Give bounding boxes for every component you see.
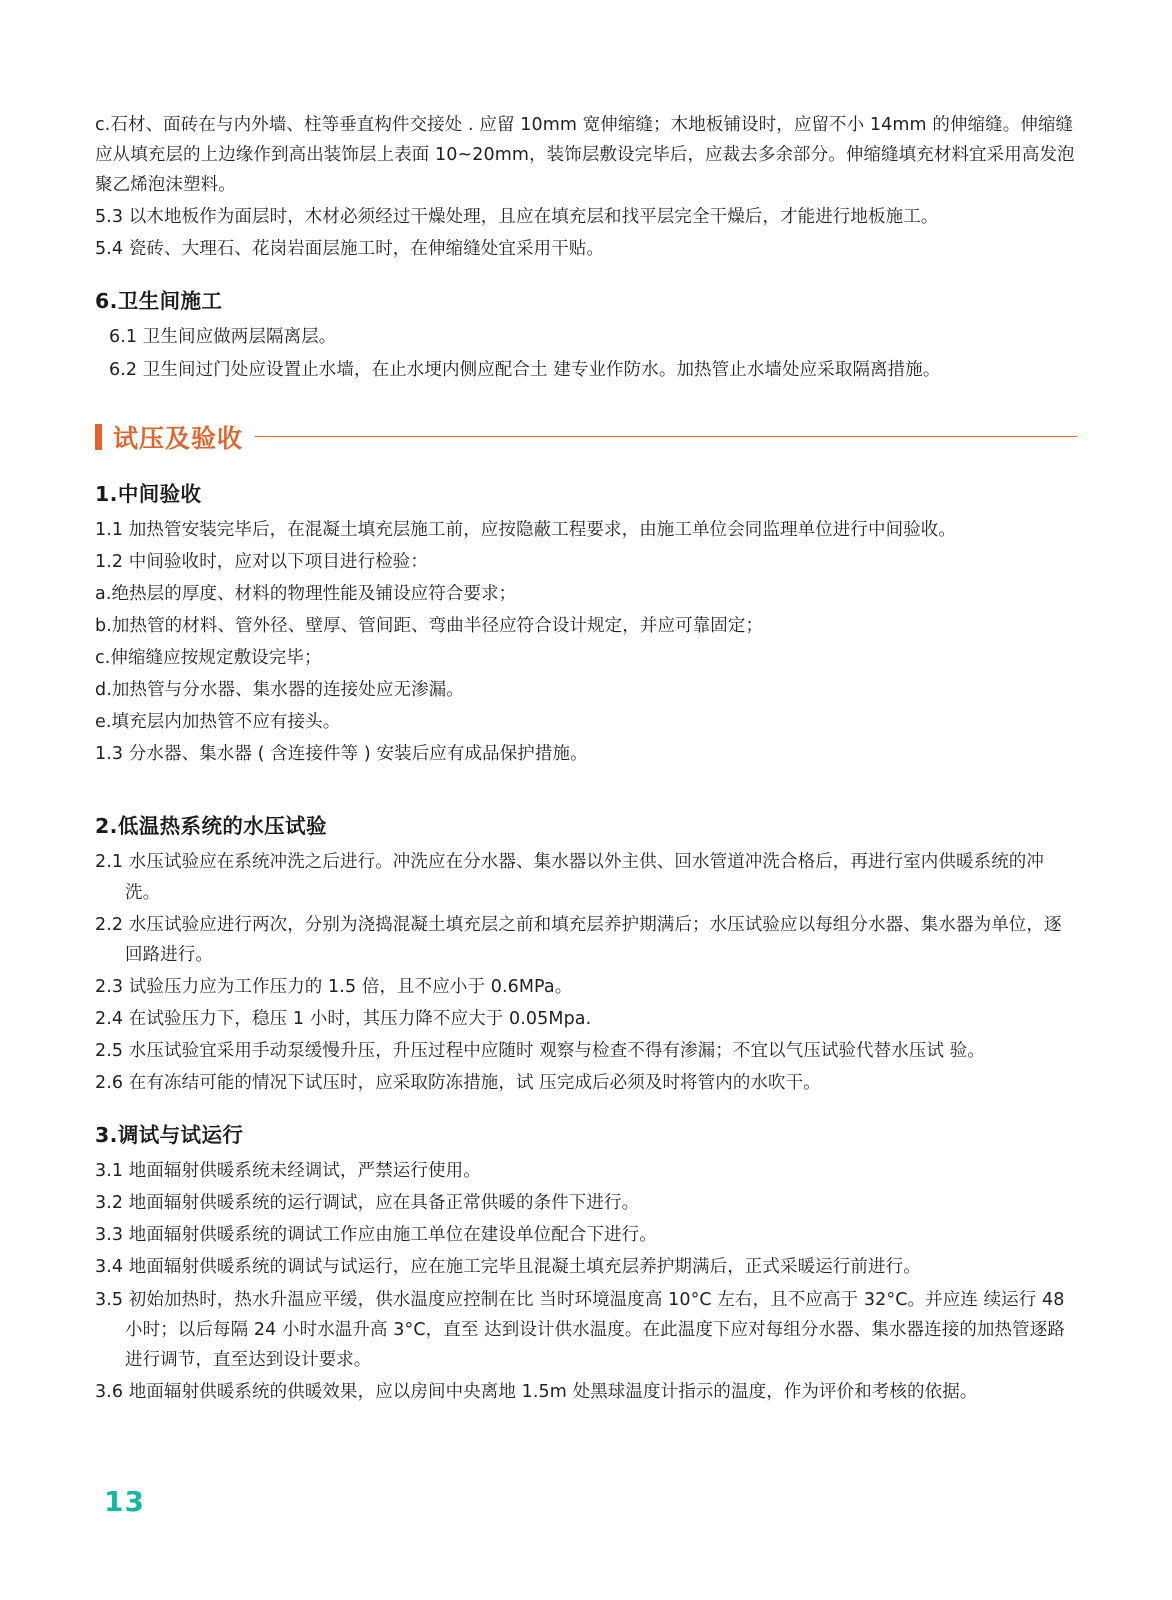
commissioning-block (95, 1156, 1077, 1407)
heading-toilet-construction: 6.卫生间施工 (95, 289, 223, 314)
paragraph-2-3: 2.3 试验压力应为工作压力的 1.5 倍，且不应小于 0.6MPa。 (95, 976, 573, 997)
paragraph-6-2: 6.2 卫生间过门处应设置止水墙，在止水埂内侧应配合土 建专业作防水。加热管止水墙处应采取隔离措施。 (109, 359, 941, 380)
section-accent-bar-icon (95, 424, 102, 450)
section-header-pressure-test (95, 419, 1077, 455)
paragraph-1-2-b: b.加热管的材料、管外径、壁厚、管间距、弯曲半径应符合设计规定，并应可靠固定； (95, 615, 764, 636)
hydraulic-test-block (95, 847, 1077, 1098)
paragraph-1-3: 1.3 分水器、集水器 ( 含连接件等 ) 安装后应有成品保护措施。 (95, 744, 588, 765)
heading-intermediate-acceptance: 1.中间验收 (95, 481, 202, 506)
paragraph-3-3: 3.3 地面辐射供暖系统的调试工作应由施工单位在建设单位配合下进行。 (95, 1225, 657, 1246)
intermediate-acceptance-block (95, 515, 1077, 770)
paragraph-3-4: 3.4 地面辐射供暖系统的调试与试运行，应在施工完毕且混凝土填充层养护期满后，正式采暖运行前进行。 (95, 1257, 921, 1278)
paragraph-3-2: 3.2 地面辐射供暖系统的运行调试，应在具备正常供暖的条件下进行。 (95, 1193, 640, 1214)
section-divider (255, 436, 1077, 437)
paragraph-1-1: 1.1 加热管安装完毕后，在混凝土填充层施工前，应按隐蔽工程要求，由施工单位会同监理单位进行中间验收。 (95, 519, 956, 540)
paragraph-2-2: 2.2 水压试验应进行两次，分别为浇捣混凝土填充层之前和填充层养护期满后；水压试验应以每组分水器、集水器为单位，逐回路进行。 (95, 914, 1062, 965)
paragraph-3-6: 3.6 地面辐射供暖系统的供暖效果，应以房间中央离地 1.5m 处黑球温度计指示的温度，作为评价和考核的依据。 (95, 1381, 978, 1402)
paragraph-1-2-e: e.填充层内加热管不应有接头。 (95, 712, 341, 733)
paragraph-3-1: 3.1 地面辐射供暖系统未经调试，严禁运行使用。 (95, 1161, 481, 1182)
toilet-text-block (95, 322, 1077, 384)
paragraph-1-2-a: a.绝热层的厚度、材料的物理性能及铺设应符合要求； (95, 583, 517, 604)
paragraph-1-2-c: c.伸缩缝应按规定敷设完毕； (95, 648, 322, 669)
top-text-block (95, 110, 1077, 264)
heading-commissioning-trial-run: 3.调试与试运行 (95, 1123, 244, 1148)
paragraph-2-1: 2.1 水压试验应在系统冲洗之后进行。冲洗应在分水器、集水器以外主供、回水管道冲洗合格后，再进行室内供暖系统的冲洗。 (95, 852, 1044, 903)
paragraph-1-2: 1.2 中间验收时，应对以下项目进行检验： (95, 551, 428, 572)
paragraph-1-2-d: d.加热管与分水器、集水器的连接处应无渗漏。 (95, 680, 464, 701)
paragraph-c-stone: c.石材、面砖在与内外墙、柱等垂直构件交接处 . 应留 10mm 宽伸缩缝；木地板铺设时，应留不小 14mm 的伸缩缝。伸缩缝应从填充层的上边缘作到高出装饰层上表面 10~20mm，装饰层敷设完毕后，应裁去多余部分。伸缩缝填充材料宜采用高发泡聚乙烯泡沫塑料。 (95, 115, 1075, 196)
paragraph-2-6: 2.6 在有冻结可能的情况下试压时，应采取防冻措施，试 压完成后必须及时将管内的水吹干。 (95, 1073, 821, 1094)
paragraph-5-3: 5.3 以木地板作为面层时，木材必须经过干燥处理，且应在填充层和找平层完全干燥后，才能进行地板施工。 (95, 207, 939, 228)
paragraph-2-5: 2.5 水压试验宜采用手动泵缓慢升压，升压过程中应随时 观察与检查不得有渗漏；不宜以气压试验代替水压试 验。 (95, 1040, 985, 1061)
heading-hydraulic-pressure-test: 2.低温热系统的水压试验 (95, 814, 327, 839)
spacer-1 (95, 771, 1077, 789)
paragraph-3-5: 3.5 初始加热时，热水升温应平缓，供水温度应控制在比 当时环境温度高 10°C 左右，且不应高于 32°C。并应连 续运行 48 小时；以后每隔 24 小时水温升高 3°C，直至 达到设计供水温度。在此温度下应对每组分水器、集水器连接的加热管逐路进行调节，直至达到设计要求。 (95, 1289, 1065, 1370)
section-title: 试压及验收 (113, 423, 244, 453)
paragraph-2-4: 2.4 在试验压力下，稳压 1 小时，其压力降不应大于 0.05Mpa. (95, 1008, 592, 1029)
paragraph-5-4: 5.4 瓷砖、大理石、花岗岩面层施工时，在伸缩缝处宜采用干贴。 (95, 239, 604, 260)
page-number: 13 (104, 1485, 145, 1518)
paragraph-6-1: 6.1 卫生间应做两层隔离层。 (109, 327, 337, 348)
